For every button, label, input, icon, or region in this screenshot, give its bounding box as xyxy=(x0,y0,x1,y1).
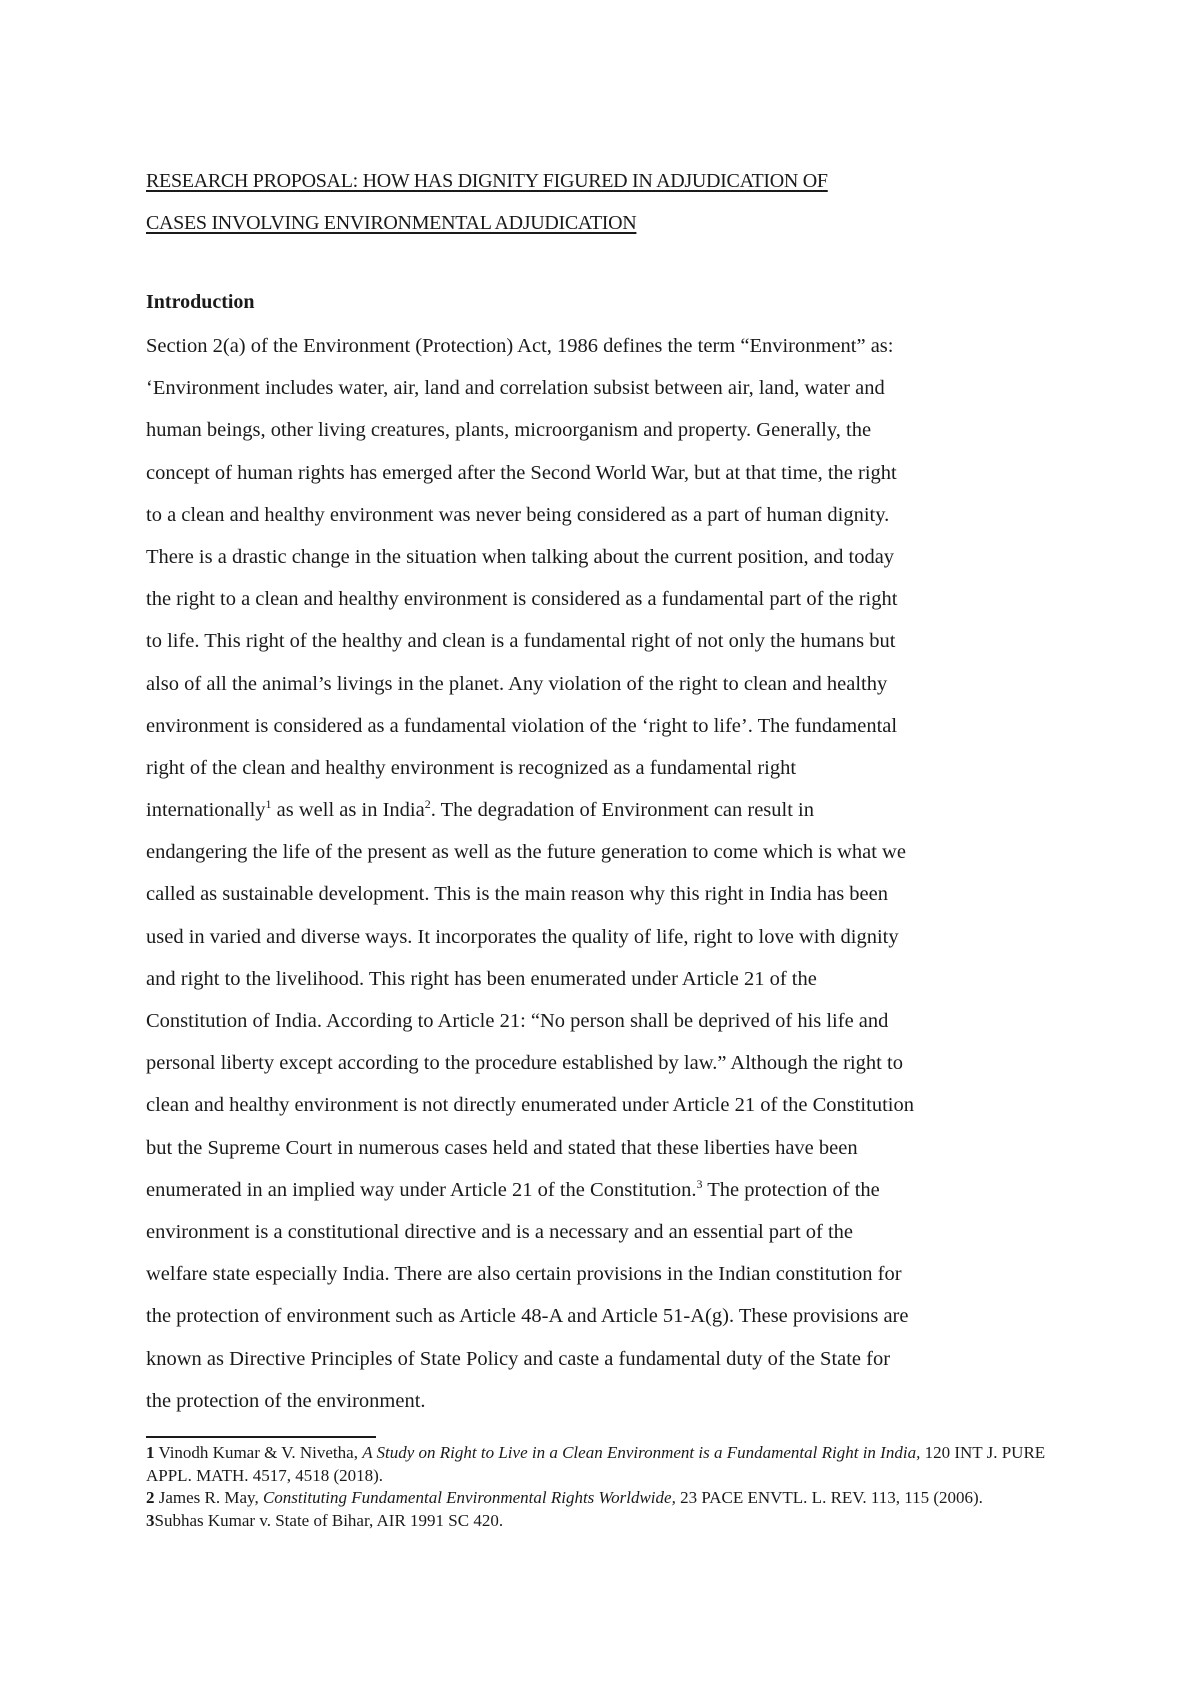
body-line: environment is a constitutional directive and is a necessary and an essential part of the xyxy=(146,1220,854,1243)
text-run: The protection of the xyxy=(702,1178,880,1201)
footnote-citation: 120 INT J. PURE APPL. MATH. 4517, 4518 (2018). xyxy=(146,1443,1046,1485)
body-line: and right to the livelihood. This right has been enumerated under Article 21 of the xyxy=(146,967,817,990)
body-line: known as Directive Principles of State Policy and caste a fundamental duty of the State for xyxy=(146,1347,891,1370)
body-line: environment is considered as a fundamental violation of the ‘right to life’. The fundamental xyxy=(146,714,898,737)
body-line: also of all the animal’s livings in the planet. Any violation of the right to clean and healthy xyxy=(146,672,888,695)
body-line: used in varied and diverse ways. It incorporates the quality of life, right to love with dignity xyxy=(146,925,899,948)
footnotes xyxy=(146,1442,1076,1532)
text-run: as well as in India xyxy=(271,799,425,822)
footnote-3 xyxy=(146,1510,1076,1533)
body-line: welfare state especially India. There are also certain provisions in the Indian constitution for xyxy=(146,1263,902,1286)
body-line: concept of human rights has emerged after the Second World War, but at that time, the right xyxy=(146,461,897,484)
body-line: to a clean and healthy environment was never being considered as a part of human dignity. xyxy=(146,503,890,526)
body-text xyxy=(146,325,1076,1422)
footnote-text: Vinodh Kumar & V. Nivetha, xyxy=(154,1443,363,1462)
body-line: the protection of the environment. xyxy=(146,1389,426,1412)
body-line: Constitution of India. According to Article 21: “No person shall be deprived of his life and xyxy=(146,1010,889,1032)
section-heading-introduction: Introduction xyxy=(146,291,255,313)
body-line: clean and healthy environment is not directly enumerated under Article 21 of the Constitution xyxy=(146,1094,914,1117)
footnote-number: 1 xyxy=(146,1443,155,1462)
footnote-ref-2[interactable]: 2 xyxy=(424,797,431,812)
footnote-ref-1[interactable]: 1 xyxy=(265,797,272,812)
title-line-2: CASES INVOLVING ENVIRONMENTAL ADJUDICATION xyxy=(146,212,637,234)
body-line-with-footnote-ref xyxy=(146,1169,1076,1211)
footnote-1 xyxy=(146,1442,1076,1487)
document-title xyxy=(146,160,1076,244)
footnote-2 xyxy=(146,1487,1076,1510)
footnote-title: A Study on Right to Live in a Clean Environment is a Fundamental Right in India, xyxy=(362,1443,921,1462)
body-line: right of the clean and healthy environment is recognized as a fundamental right xyxy=(146,756,797,779)
body-line-with-footnote-refs xyxy=(146,789,1076,831)
body-line: ‘Environment includes water, air, land and correlation subsist between air, land, water and xyxy=(146,377,885,400)
footnote-text: Subhas Kumar v. State of Bihar, AIR 1991 SC 420. xyxy=(154,1510,504,1530)
body-line: personal liberty except according to the procedure established by law.” Although the right to xyxy=(146,1052,903,1075)
footnote-separator xyxy=(146,1436,376,1438)
body-line: There is a drastic change in the situation when talking about the current position, and today xyxy=(146,545,895,568)
title-line-1: RESEARCH PROPOSAL: HOW HAS DIGNITY FIGURED IN ADJUDICATION OF xyxy=(146,170,828,192)
text-run: enumerated in an implied way under Article 21 of the Constitution. xyxy=(146,1178,697,1201)
footnote-ref-3[interactable]: 3 xyxy=(696,1176,703,1191)
body-line: Section 2(a) of the Environment (Protection) Act, 1986 defines the term “Environment” as: xyxy=(146,335,894,357)
body-line: to life. This right of the healthy and clean is a fundamental right of not only the humans but xyxy=(146,630,896,653)
body-line: endangering the life of the present as well as the future generation to come which is what we xyxy=(146,841,906,864)
body-line: but the Supreme Court in numerous cases held and stated that these liberties have been xyxy=(146,1136,858,1159)
text-run: internationally xyxy=(146,799,266,822)
footnote-number: 3 xyxy=(146,1510,155,1530)
footnote-citation: 23 PACE ENVTL. L. REV. 113, 115 (2006). xyxy=(675,1488,983,1507)
footnote-number: 2 xyxy=(146,1488,155,1507)
footnote-title: Constituting Fundamental Environmental Rights Worldwide, xyxy=(262,1488,676,1507)
text-run: . The degradation of Environment can result in xyxy=(430,799,815,822)
footnote-text: James R. May, xyxy=(154,1488,263,1507)
body-line: the right to a clean and healthy environment is considered as a fundamental part of the right xyxy=(146,588,898,611)
body-line: human beings, other living creatures, plants, microorganism and property. Generally, the xyxy=(146,419,872,442)
body-line: the protection of environment such as Article 48-A and Article 51-A(g). These provisions are xyxy=(146,1305,909,1328)
body-line: called as sustainable development. This is the main reason why this right in India has been xyxy=(146,883,889,906)
